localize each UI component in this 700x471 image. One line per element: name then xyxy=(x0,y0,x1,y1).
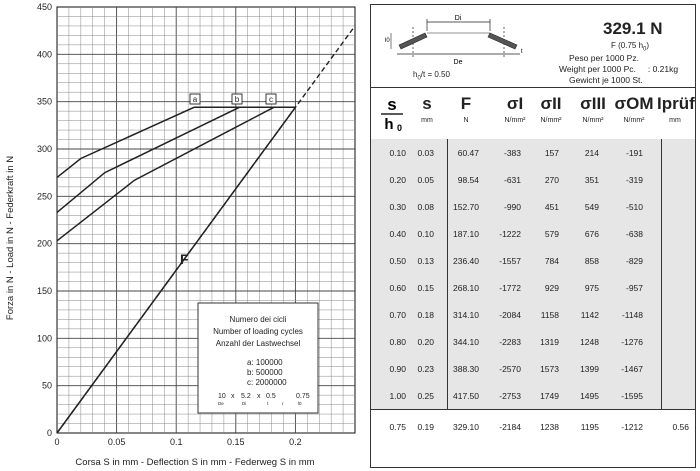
legend-dim-di: 5.2 xyxy=(241,393,251,400)
legend-sub-r: r xyxy=(282,401,284,406)
y-tick-label: 100 xyxy=(36,333,52,344)
table-cell: 270 xyxy=(544,175,559,185)
s-over-h0-symbol xyxy=(375,93,409,133)
table-cell: 344.10 xyxy=(453,337,479,347)
table-cell: 1573 xyxy=(540,364,559,374)
legend-dim-x2: x xyxy=(257,393,261,400)
dim-de-label: De xyxy=(453,59,463,66)
header-f: F N xyxy=(460,94,472,124)
ratio-text: $h_0/t = 0.50$ xyxy=(413,70,450,82)
table-cell: 1248 xyxy=(580,337,599,347)
legend-box xyxy=(198,303,318,413)
table-cell: -383 xyxy=(503,148,521,158)
peso-text: Peso per 1000 Pz. xyxy=(569,53,639,63)
header-sigma-i: σI N/mm² xyxy=(504,94,526,124)
table-body xyxy=(371,139,695,409)
table-cell: 0.25 xyxy=(417,391,434,401)
y-tick-label: 300 xyxy=(36,144,52,154)
table-cell: -1595 xyxy=(621,391,643,401)
table-cell: 1.00 xyxy=(389,391,406,401)
table-cell: 388.30 xyxy=(453,364,479,374)
table-cell: 236.40 xyxy=(453,256,479,266)
table-cell: -1557 xyxy=(499,256,521,266)
table-cell: 214 xyxy=(584,148,599,158)
table-cell: 268.10 xyxy=(453,283,479,293)
header-s-over-h0 xyxy=(375,93,409,138)
table-cell: 187.10 xyxy=(453,229,479,239)
table-cell: 157 xyxy=(544,148,559,158)
legend-sub-l0: l0 xyxy=(298,401,302,406)
legend-sub-de: De xyxy=(218,401,224,406)
header-sigma-om: σOM N/mm² xyxy=(614,94,654,124)
table-cell: 0.15 xyxy=(417,283,434,293)
table-cell: -1276 xyxy=(621,337,643,347)
dim-di-label: Di xyxy=(454,15,462,22)
table-row xyxy=(371,166,695,193)
y-tick-label: 400 xyxy=(36,49,52,60)
force-note: F (0.75 $h_0$) xyxy=(611,41,650,53)
legend-line3: Anzahl der Lastwechsel xyxy=(215,339,301,348)
table-row xyxy=(371,382,695,409)
footer-cell: 0.75 xyxy=(389,422,406,432)
table-cell: -957 xyxy=(625,283,643,293)
x-tick-label: 0.05 xyxy=(107,437,126,447)
footer-cell: 1195 xyxy=(580,422,599,432)
table-cell: -829 xyxy=(625,256,643,266)
x-tick-label: 0.15 xyxy=(227,437,245,447)
table-cell: -510 xyxy=(625,202,643,212)
table-cell: 0.90 xyxy=(389,364,406,374)
marker-c-label: c xyxy=(269,95,273,104)
table-cell: 1495 xyxy=(580,391,599,401)
table-cell: 1749 xyxy=(540,391,559,401)
table-cell: 0.03 xyxy=(417,148,434,158)
y-tick-label: 450 xyxy=(36,2,52,12)
table-row xyxy=(371,301,695,328)
y-axis-label: Forza in N - Load in N - Federkraft in N xyxy=(5,155,16,321)
table-row xyxy=(371,355,695,382)
gewicht-text: Gewicht je 1000 St. xyxy=(569,75,643,85)
header-l-pruef: Iprüf mm xyxy=(657,94,695,124)
table-cell: -1148 xyxy=(621,310,643,320)
table-cell: 579 xyxy=(544,229,559,239)
footer-cell: 1238 xyxy=(540,422,559,432)
marker-a xyxy=(190,94,200,104)
header-sigma-iii: σIII N/mm² xyxy=(580,94,606,124)
legend-c: c: 2000000 xyxy=(247,378,287,387)
column-rule xyxy=(447,139,448,409)
table-cell: -1772 xyxy=(499,283,521,293)
x-tick-label: 0 xyxy=(54,437,60,447)
legend-dim-de: 10 xyxy=(218,393,226,400)
table-cell: 98.54 xyxy=(457,175,479,185)
table-cell: 417.50 xyxy=(453,391,479,401)
disc-spring-drawing xyxy=(385,9,535,71)
dim-l0-label: l0 xyxy=(385,38,390,44)
legend-sub-t: t xyxy=(267,401,269,406)
legend-dim-t: 0.5 xyxy=(266,393,276,400)
footer-cell: -2184 xyxy=(499,422,521,432)
table-cell: 0.60 xyxy=(389,283,406,293)
svg-text:h: h xyxy=(384,116,394,133)
spec-header xyxy=(371,5,695,88)
y-tick-label: 350 xyxy=(36,96,52,107)
table-row xyxy=(371,193,695,220)
table-cell: 0.13 xyxy=(417,256,434,266)
spec-panel xyxy=(370,4,696,468)
table-cell: 152.70 xyxy=(453,202,479,212)
table-cell: -990 xyxy=(503,202,521,212)
table-cell: 784 xyxy=(544,256,559,266)
legend-dim-x1: x xyxy=(231,393,235,400)
legend-line1: Numero dei cicli xyxy=(229,315,287,324)
table-row xyxy=(371,247,695,274)
table-cell: 0.10 xyxy=(389,148,406,158)
legend-a: a: 100000 xyxy=(247,358,283,367)
table-cell: 549 xyxy=(584,202,599,212)
table-cell: 975 xyxy=(584,283,599,293)
table-cell: 1142 xyxy=(580,310,599,320)
x-axis-label: Corsa S in mm - Deflection S in mm - Federweg S in mm xyxy=(75,457,315,468)
table-cell: 1158 xyxy=(540,310,559,320)
footer-cell: 0.56 xyxy=(672,422,689,432)
table-cell: 858 xyxy=(584,256,599,266)
table-cell: -2283 xyxy=(499,337,521,347)
footer-cell: -1212 xyxy=(621,422,643,432)
table-cell: 0.50 xyxy=(389,256,406,266)
table-cell: 0.18 xyxy=(417,310,434,320)
table-row xyxy=(371,139,695,166)
table-cell: 1399 xyxy=(580,364,599,374)
marker-b-label: b xyxy=(234,95,240,104)
table-cell: 0.20 xyxy=(417,337,434,347)
table-cell: -1467 xyxy=(621,364,643,374)
table-row xyxy=(371,328,695,355)
curve-label-f: F xyxy=(180,251,189,267)
svg-text:0: 0 xyxy=(397,123,403,133)
x-tick-label: 0.1 xyxy=(169,437,183,447)
table-cell: -631 xyxy=(503,175,521,185)
svg-text:s: s xyxy=(387,95,397,114)
y-tick-label: 200 xyxy=(36,238,52,249)
weight-text: Weight per 1000 Pc. : 0.21kg xyxy=(559,64,679,74)
part-number: 329.1 N xyxy=(603,19,663,38)
table-cell: 676 xyxy=(584,229,599,239)
table-cell: 60.47 xyxy=(457,148,479,158)
table-cell: -1222 xyxy=(499,229,521,239)
y-tick-label: 150 xyxy=(36,286,52,296)
table-cell: 451 xyxy=(544,202,559,212)
legend-b: b: 500000 xyxy=(247,368,283,377)
table-cell: -319 xyxy=(625,175,643,185)
table-cell: 351 xyxy=(584,175,599,185)
table-header xyxy=(371,87,695,140)
column-rule xyxy=(661,139,662,409)
footer-cell: 0.19 xyxy=(417,422,434,432)
table-cell: 1319 xyxy=(540,337,559,347)
table-cell: 0.10 xyxy=(417,229,434,239)
table-cell: -638 xyxy=(625,229,643,239)
table-cell: 0.70 xyxy=(389,310,406,320)
table-cell: 0.30 xyxy=(389,202,406,212)
dim-t-label: t xyxy=(521,49,523,55)
legend-dim-l0: 0.75 xyxy=(296,393,310,400)
table-footer-row xyxy=(371,409,695,444)
table-cell: 0.23 xyxy=(417,364,434,374)
header-sigma-ii: σII N/mm² xyxy=(540,94,562,124)
legend-sub-di: Di xyxy=(242,401,247,406)
y-tick-label: 0 xyxy=(46,428,52,438)
table-cell: -2570 xyxy=(499,364,521,374)
table-cell: -191 xyxy=(625,148,643,158)
marker-c xyxy=(266,94,276,104)
table-cell: -2753 xyxy=(499,391,521,401)
marker-b xyxy=(232,94,242,104)
table-cell: 0.05 xyxy=(417,175,434,185)
marker-a-label: a xyxy=(192,95,198,104)
footer-cell: 329.10 xyxy=(453,422,479,432)
y-tick-label: 50 xyxy=(41,380,52,391)
header-s: s mm xyxy=(421,94,433,124)
legend-line2: Number of loading cycles xyxy=(213,327,303,336)
table-cell: 0.80 xyxy=(389,337,406,347)
table-cell: 929 xyxy=(544,283,559,293)
table-row xyxy=(371,274,695,301)
table-cell: 0.08 xyxy=(417,202,434,212)
x-tick-label: 0.2 xyxy=(289,437,302,447)
table-cell: 0.20 xyxy=(389,175,406,185)
table-cell: -2084 xyxy=(499,310,521,320)
y-tick-label: 250 xyxy=(36,191,52,202)
table-row xyxy=(371,220,695,247)
table-cell: 0.40 xyxy=(389,229,406,239)
table-cell: 314.10 xyxy=(453,310,479,320)
